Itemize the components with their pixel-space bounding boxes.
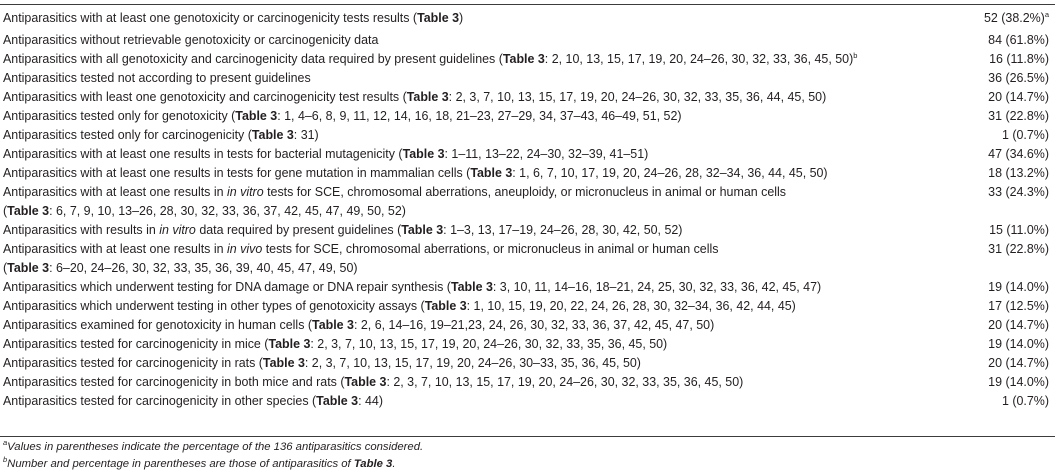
table-bottom-rule	[0, 436, 1055, 437]
row-value: 52 $(38.2\%)^a$	[983, 10, 1049, 25]
row-description: Antiparasitics which underwent testing in other types of genotoxicity assays (Table 3: 1, 10, 15, 19, 20, 22, 24, 26, 28, 30, 32–34, 36, 42, 44, 45)	[3, 299, 796, 313]
row-value: 19 (14.0%)	[988, 375, 1049, 389]
row-value: 33 (24.3%)	[988, 185, 1049, 199]
row-value: 1 (0.7%)	[1001, 128, 1049, 142]
table-ref: Table 3	[344, 375, 387, 389]
table-ref: Table 3	[316, 394, 359, 408]
row-value: 15 (11.0%)	[989, 223, 1049, 237]
row-description: Antiparasitics tested for carcinogenicity in rats (Table 3: 2, 3, 7, 10, 13, 15, 17, 19, 20, 24–26, 30–33, 35, 36, 45, 50)	[3, 356, 641, 370]
row-description: Antiparasitics with at least one genotoxicity or carcinogenicity tests results (Table 3)	[3, 11, 464, 25]
row-description: Antiparasitics tested for carcinogenicity in other species (Table 3: 44)	[3, 394, 383, 408]
row-description: Antiparasitics tested only for genotoxicity (Table 3: 1, 4–6, 8, 9, 11, 12, 14, 16, 18, 21–23, 27–29, 34, 37–43, 46–49, 51, 52)	[3, 109, 682, 123]
table-ref: Table 3	[268, 337, 311, 351]
row-value: 36 (26.5%)	[988, 71, 1049, 85]
row-description: Antiparasitics with results in in vitro data required by present guidelines (Table 3: 1–3, 13, 17–19, 24–26, 28, 30, 42, 50, 52)	[3, 223, 683, 237]
row-value: 84 (61.8%)	[988, 33, 1049, 47]
table-ref: Table 3	[417, 11, 460, 25]
row-description: Antiparasitics with at least one results in tests for gene mutation in mammalian cells (Table 3: 1, 6, 7, 10, 17, 19, 20, 24–26, 28, 32–34, 36, 44, 45, 50)	[3, 166, 828, 180]
table-ref: Table 3	[251, 128, 294, 142]
table-ref: Table 3	[401, 223, 444, 237]
row-value: 20 (14.7%)	[988, 356, 1049, 370]
row-value: 19 (14.0%)	[988, 280, 1049, 294]
table-ref: Table 3	[450, 280, 493, 294]
row-description: Antiparasitics tested for carcinogenicity in both mice and rats (Table 3: 2, 3, 7, 10, 13, 15, 17, 19, 20, 24–26, 30, 32, 33, 35, 36, 45, 50)	[3, 375, 744, 389]
table-ref: Table 3	[312, 318, 354, 332]
row-description: Antiparasitics with all genotoxicity and carcinogenicity data required by present guidelines (Table 3: 2, 10, 13, 15, 17, 19, 20, 24–26, 30, 32, 33, 36, 45, 50)$^b$	[3, 51, 858, 66]
table-ref: Table 3	[406, 90, 449, 104]
table-ref: Table 3	[502, 52, 545, 66]
row-description: Antiparasitics with at least one results in tests for bacterial mutagenicity (Table 3: 1–11, 13–22, 24–30, 32–39, 41–51)	[3, 147, 649, 161]
row-value: 20 (14.7%)	[988, 90, 1049, 104]
row-value: 31 (22.8%)	[988, 242, 1049, 256]
table-ref: Table 3	[262, 356, 305, 370]
footnote-a: $^a$Values in parentheses indicate the percentage of the 136 antiparasitics considered.	[3, 438, 424, 453]
footnote-marker: a	[1044, 10, 1049, 19]
table-ref: Table 3	[470, 166, 513, 180]
row-description: Antiparasitics tested only for carcinogenicity (Table 3: 31)	[3, 128, 319, 142]
table-ref: Table 3	[424, 299, 467, 313]
row-description: Antiparasitics with at least one results in in vivo tests for SCE, chromosomal aberrations, or micronucleus in animal or human cells (Table 3: 6–20, 24–26, 30, 32, 33, 35, 36, 39, 40, 45, 47, 49, 50)	[3, 242, 719, 275]
footnote-b: $^b$Number and percentage in parentheses are those of antiparasitics of Table 3.	[3, 455, 396, 470]
row-value: 20 (14.7%)	[988, 318, 1049, 332]
table-ref: Table 3	[402, 147, 445, 161]
row-value: 16 (11.8%)	[989, 52, 1049, 66]
table-ref: Table 3	[7, 203, 50, 218]
row-description: Antiparasitics without retrievable genotoxicity or carcinogenicity data	[3, 33, 379, 47]
row-description: Antiparasitics which underwent testing for DNA damage or DNA repair synthesis (Table 3: 3, 10, 11, 14–16, 18–21, 24, 25, 30, 32, 33, 36, 42, 45, 47)	[3, 280, 822, 294]
table-ref: Table 3	[235, 109, 278, 123]
row-value: 1 (0.7%)	[1001, 394, 1049, 408]
row-description: Antiparasitics examined for genotoxicity in human cells (Table 3: 2, 6, 14–16, 19–21,23, 24, 26, 30, 32, 33, 36, 37, 42, 45, 47, 50)	[3, 318, 715, 332]
row-description: Antiparasitics tested not according to present guidelines	[3, 71, 311, 85]
table-top-rule	[0, 4, 1055, 5]
row-value: 31 (22.8%)	[988, 109, 1049, 123]
row-value: 19 (14.0%)	[988, 337, 1049, 351]
row-value: 18 (13.2%)	[988, 166, 1049, 180]
row-description: Antiparasitics with least one genotoxicity and carcinogenicity test results (Table 3: 2, 3, 7, 10, 13, 15, 17, 19, 20, 24–26, 30, 32, 33, 35, 36, 44, 45, 50)	[3, 90, 827, 104]
row-description: Antiparasitics tested for carcinogenicity in mice (Table 3: 2, 3, 7, 10, 13, 15, 17, 19, 20, 24–26, 30, 32, 33, 35, 36, 45, 50)	[3, 337, 668, 351]
row-value: 47 (34.6%)	[988, 147, 1049, 161]
row-description: Antiparasitics with at least one results in in vitro tests for SCE, chromosomal aberrations, aneuploidy, or micronucleus in animal or human cells (Table 3: 6, 7, 9, 10, 13–26, 28, 30, 32, 33, 36, 37, 42, 45, 47, 49, 50, 52)	[3, 185, 786, 218]
row-value: 17 (12.5%)	[988, 299, 1049, 313]
table-ref: Table 3	[7, 260, 50, 275]
footnote-marker: b	[853, 51, 858, 60]
